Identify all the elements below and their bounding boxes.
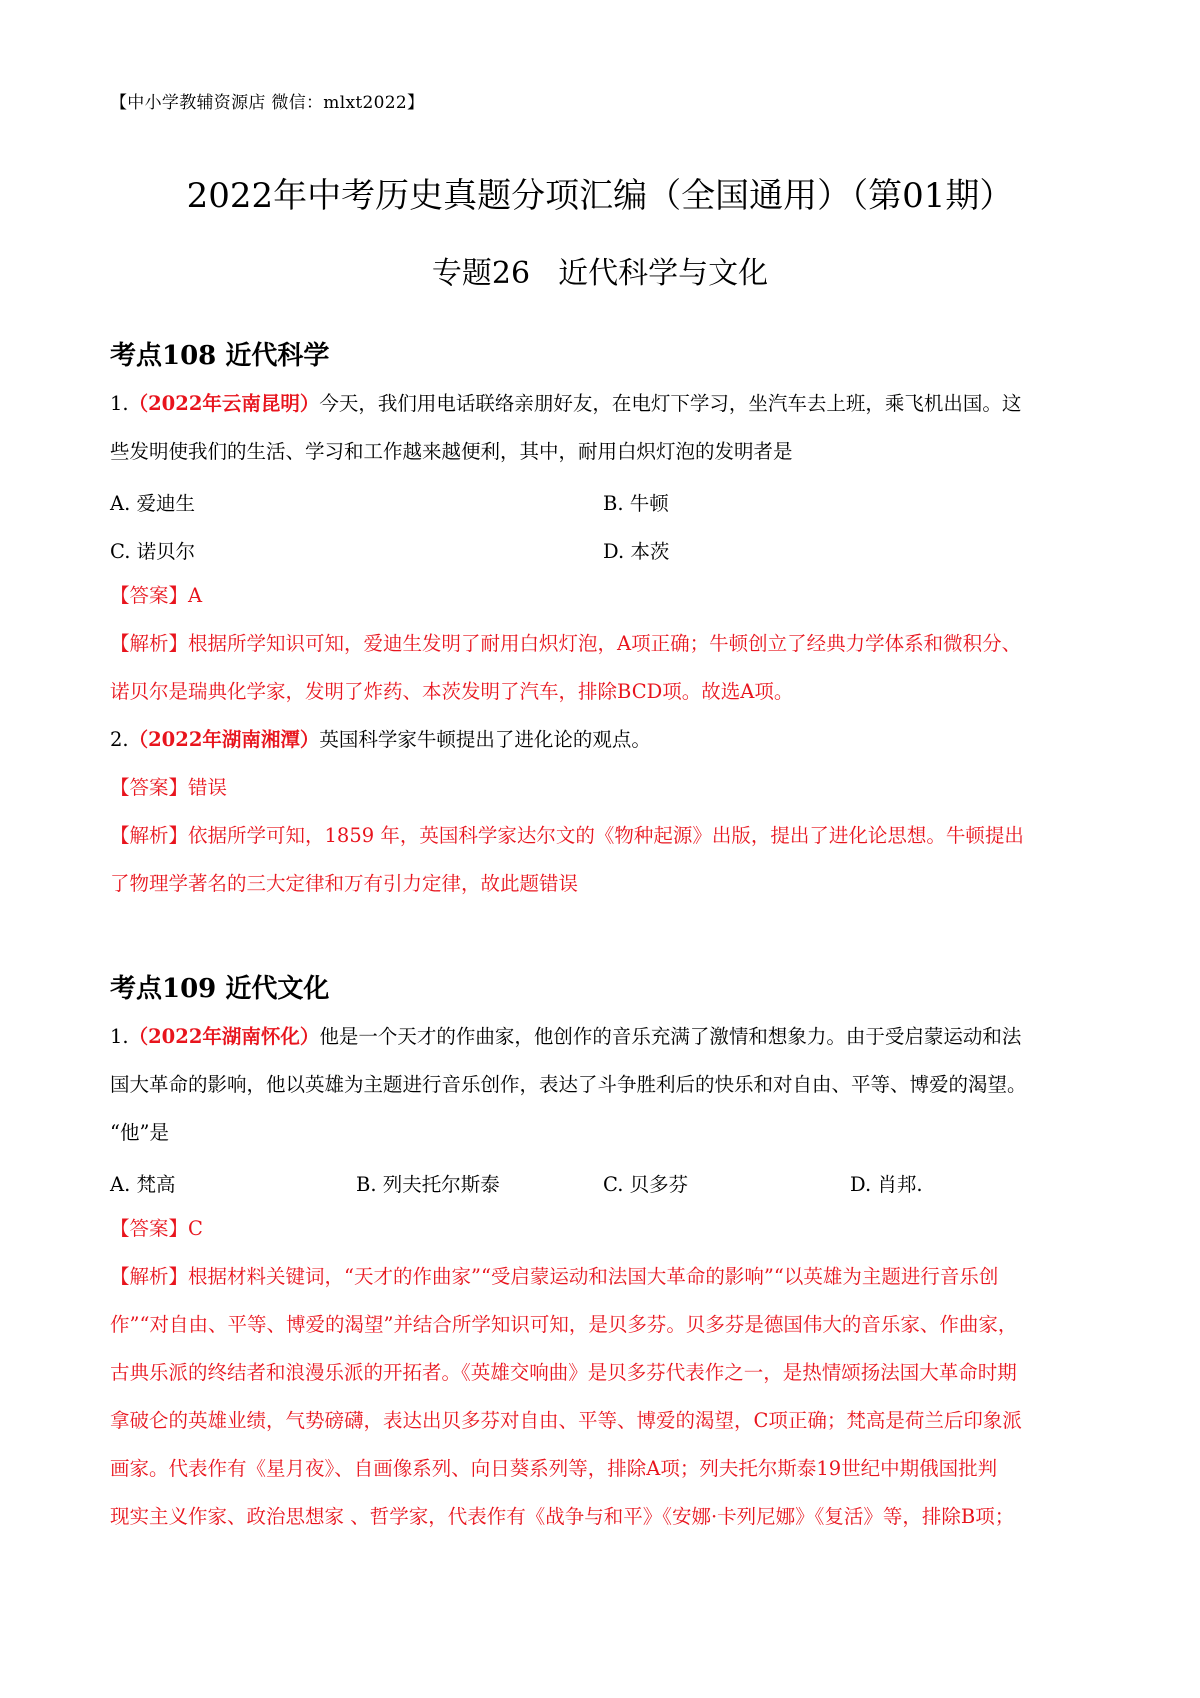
option-c: C. 贝多芬 [603, 1173, 689, 1196]
analysis-line: 作”“对自由、平等、博爱的渴望”并结合所学知识可知，是贝多芬。贝多芬是德国伟大的音乐家、作曲家， [110, 1313, 1018, 1336]
question-stem-text: 英国科学家牛顿提出了进化论的观点。 [319, 728, 651, 751]
answer-line [110, 1217, 1100, 1241]
analysis-line: 画家。代表作有《星月夜》、自画像系列、向日葵系列等，排除A项；列夫托尔斯泰19世纪中期俄国批判 [110, 1457, 998, 1480]
analysis-line: 诺贝尔是瑞典化学家，发明了炸药、本茨发明了汽车，排除BCD项。故选A项。 [110, 680, 794, 703]
option-a: A. 梵高 [110, 1173, 176, 1196]
option-a: A. 爱迪生 [110, 492, 195, 515]
answer-line [110, 776, 1100, 800]
section-heading: 考点109 近代文化 [110, 974, 330, 1004]
answer-value: 错误 [188, 776, 228, 799]
analysis-line [110, 824, 1100, 848]
topic-name: 近代科学与文化 [558, 256, 769, 291]
question-stem-text: 今天，我们用电话联络亲朋好友，在电灯下学习，坐汽车去上班，乘飞机出国。这 [319, 392, 1022, 415]
answer-line [110, 584, 1100, 608]
question-stem-line [110, 392, 1100, 416]
answer-label: 【答案】 [110, 776, 189, 799]
analysis-text: 根据所学知识可知，爱迪生发明了耐用白炽灯泡，A项正确；牛顿创立了经典力学体系和微积分、 [188, 632, 1022, 655]
analysis-line: 古典乐派的终结者和浪漫乐派的开拓者。《英雄交响曲》是贝多芬代表作之一，是热情颂扬法国大革命时期 [110, 1361, 1017, 1384]
option-d: D. 肖邦. [850, 1173, 923, 1196]
answer-value: C [188, 1217, 203, 1240]
question-number: 1. [110, 1025, 129, 1048]
option-b: B. 列夫托尔斯泰 [356, 1173, 500, 1196]
topic-title [0, 248, 1200, 292]
answer-label: 【答案】 [110, 1217, 189, 1240]
analysis-label: 【解析】 [110, 632, 189, 655]
document-title: 2022年中考历史真题分项汇编（全国通用）（第01期） [186, 176, 1014, 216]
answer-label: 【答案】 [110, 584, 189, 607]
analysis-line: 拿破仑的英雄业绩，气势磅礴，表达出贝多芬对自由、平等、博爱的渴望，C项正确；梵高是荷兰后印象派 [110, 1409, 1022, 1432]
question-stem-line [110, 1025, 1100, 1049]
question-number: 2. [110, 728, 129, 751]
question-stem-line: 些发明使我们的生活、学习和工作越来越便利，其中，耐用白炽灯泡的发明者是 [110, 440, 793, 463]
analysis-label: 【解析】 [110, 1265, 189, 1288]
analysis-text: 根据材料关键词，“天才的作曲家”“受启蒙运动和法国大革命的影响”“以英雄为主题进行音乐创 [188, 1265, 999, 1288]
question-source: （2022年云南昆明） [128, 392, 320, 415]
question-stem-line: “他”是 [110, 1121, 169, 1144]
answer-value: A [188, 584, 203, 607]
analysis-line: 了物理学著名的三大定律和万有引力定律，故此题错误 [110, 872, 579, 895]
section-heading: 考点108 近代科学 [110, 341, 330, 371]
analysis-label: 【解析】 [110, 824, 189, 847]
question-number: 1. [110, 392, 129, 415]
option-b: B. 牛顿 [603, 492, 669, 515]
analysis-line [110, 632, 1100, 656]
analysis-text: 依据所学可知，1859 年，英国科学家达尔文的《物种起源》出版，提出了进化论思想。牛顿提出 [188, 824, 1024, 847]
analysis-line: 现实主义作家、政治思想家 、哲学家，代表作有《战争与和平》《安娜·卡列尼娜》《复活》等，排除B项； [110, 1505, 1015, 1528]
option-c: C. 诺贝尔 [110, 540, 196, 563]
question-source: （2022年湖南湘潭） [128, 728, 320, 751]
watermark-text: 【中小学教辅资源店 微信：mlxt2022】 [110, 93, 425, 113]
question-stem-line: 国大革命的影响，他以英雄为主题进行音乐创作，表达了斗争胜利后的快乐和对自由、平等、博爱的渴望。 [110, 1073, 1027, 1096]
question-stem-line [110, 728, 1100, 752]
question-stem-text: 他是一个天才的作曲家，他创作的音乐充满了激情和想象力。由于受启蒙运动和法 [319, 1025, 1022, 1048]
option-d: D. 本茨 [603, 540, 670, 563]
analysis-line [110, 1265, 1100, 1289]
topic-number: 专题26 [431, 256, 531, 291]
question-source: （2022年湖南怀化） [128, 1025, 320, 1048]
